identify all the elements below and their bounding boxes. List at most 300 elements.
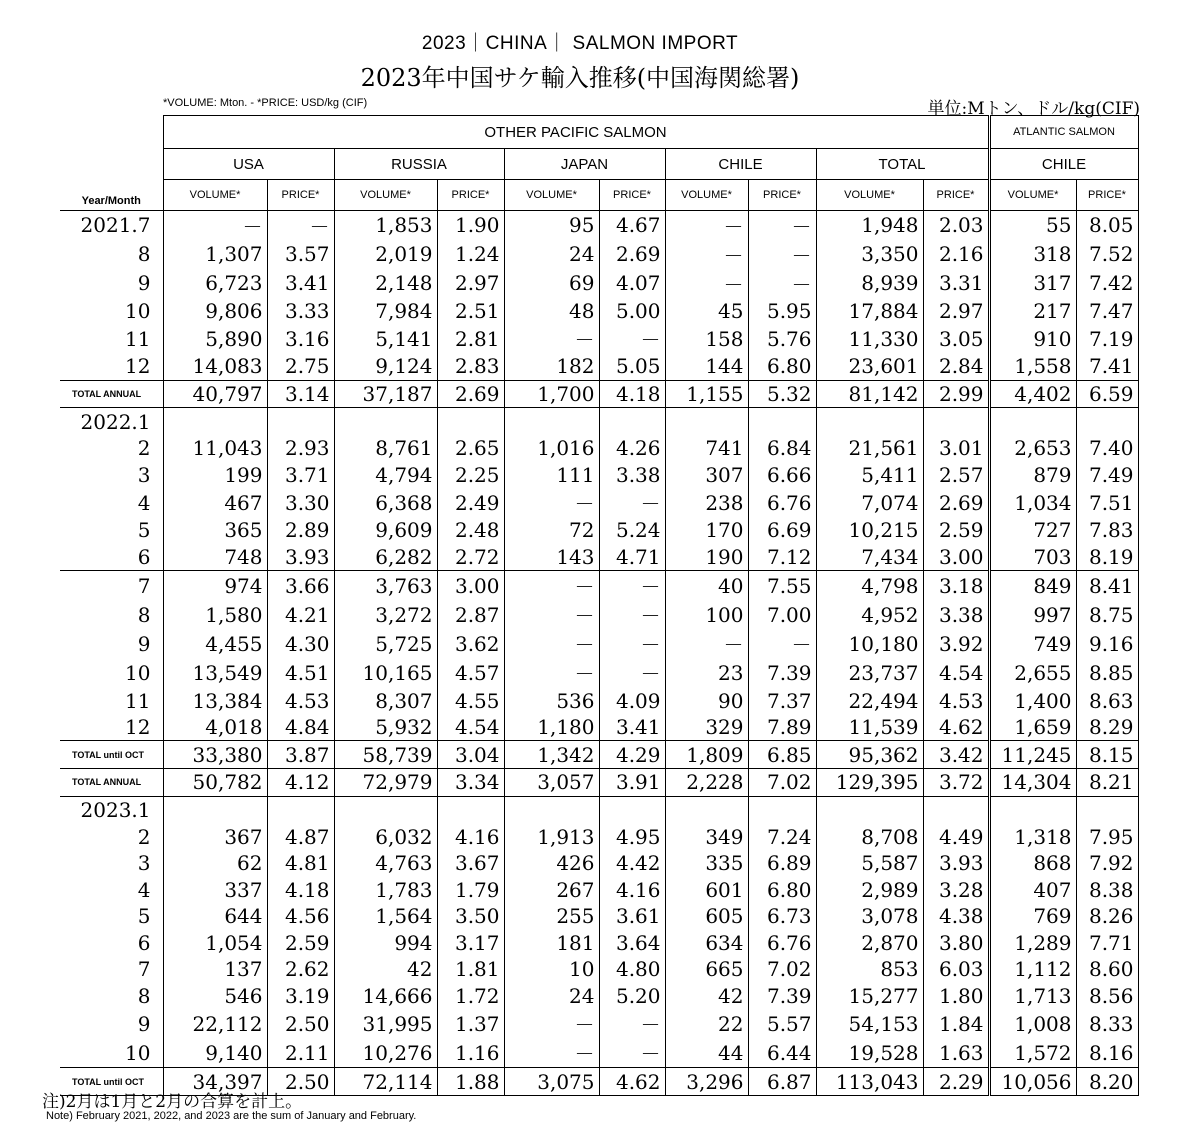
- volume-cell: 10,215: [816, 517, 923, 544]
- price-cell: 3.87: [267, 741, 334, 769]
- price-cell: [437, 408, 504, 435]
- volume-cell: 741: [665, 435, 748, 462]
- price-cell: －: [599, 1009, 665, 1038]
- price-cell: 8.20: [1076, 1068, 1138, 1096]
- year-month-cell: 3: [137, 462, 151, 487]
- price-cell: [923, 408, 989, 435]
- price-cell: 2.59: [267, 930, 334, 957]
- price-cell: 5.05: [599, 353, 665, 380]
- price-cell: 3.62: [437, 629, 504, 658]
- volume-cell: 72,979: [334, 769, 437, 797]
- price-cell: 3.66: [267, 571, 334, 601]
- total-row: [60, 380, 1138, 408]
- volume-cell: 42: [334, 956, 437, 983]
- volume-cell: 1,783: [334, 876, 437, 903]
- footnote-en: Note) February 2021, 2022, and 2023 are the sum of January and February.: [46, 1110, 417, 1122]
- price-cell: 4.42: [599, 850, 665, 877]
- header-total: TOTAL: [816, 149, 989, 180]
- year-month-cell: 11: [125, 326, 151, 351]
- volume-cell: 158: [665, 324, 748, 353]
- volume-cell: [504, 796, 599, 823]
- table-row: [60, 876, 1138, 903]
- price-cell: 2.69: [599, 240, 665, 269]
- volume-cell: 426: [504, 850, 599, 877]
- price-cell: [748, 408, 816, 435]
- volume-cell: －: [504, 1038, 599, 1068]
- volume-cell: 100: [665, 600, 748, 629]
- volume-cell: －: [163, 210, 267, 240]
- price-cell: 2.69: [923, 488, 989, 517]
- price-cell: 6.73: [748, 903, 816, 930]
- volume-cell: 367: [163, 823, 267, 850]
- volume-cell: 1,307: [163, 240, 267, 269]
- volume-cell: 3,350: [816, 240, 923, 269]
- price-cell: 4.51: [267, 658, 334, 687]
- price-cell: 8.33: [1076, 1009, 1138, 1038]
- volume-cell: 11,539: [816, 714, 923, 741]
- header-japan: JAPAN: [504, 149, 665, 180]
- year-month-cell: 2: [137, 436, 151, 461]
- volume-cell: 111: [504, 461, 599, 488]
- price-cell: －: [267, 210, 334, 240]
- price-cell: 3.72: [923, 769, 989, 797]
- header-volume: VOLUME*: [163, 180, 267, 211]
- volume-cell: 329: [665, 714, 748, 741]
- volume-cell: 13,549: [163, 658, 267, 687]
- volume-cell: 14,304: [989, 769, 1076, 797]
- volume-cell: [334, 796, 437, 823]
- volume-cell: 6,282: [334, 544, 437, 571]
- units-note: *VOLUME: Mton. - *PRICE: USD/kg (CIF): [163, 97, 368, 109]
- volume-cell: 1,034: [989, 488, 1076, 517]
- volume-cell: 217: [989, 298, 1076, 325]
- price-cell: 4.67: [599, 210, 665, 240]
- price-cell: 3.16: [267, 324, 334, 353]
- price-cell: [599, 408, 665, 435]
- volume-cell: 9,140: [163, 1038, 267, 1068]
- volume-cell: 605: [665, 903, 748, 930]
- volume-cell: 4,018: [163, 714, 267, 741]
- price-cell: 1.63: [923, 1038, 989, 1068]
- volume-cell: 317: [989, 269, 1076, 298]
- price-cell: 7.51: [1076, 488, 1138, 517]
- header-price: PRICE*: [437, 180, 504, 211]
- volume-cell: 14,666: [334, 983, 437, 1010]
- table-row: [60, 600, 1138, 629]
- volume-cell: 17,884: [816, 298, 923, 325]
- volume-cell: [334, 408, 437, 435]
- volume-cell: 45: [665, 298, 748, 325]
- volume-cell: 7,074: [816, 488, 923, 517]
- volume-cell: 634: [665, 930, 748, 957]
- price-cell: 8.29: [1076, 714, 1138, 741]
- table-row: [60, 1009, 1138, 1038]
- year-month-cell: 2022.1: [60, 408, 163, 435]
- year-month-cell: 10: [125, 1040, 151, 1065]
- volume-cell: 5,587: [816, 850, 923, 877]
- price-cell: 3.00: [437, 571, 504, 601]
- price-cell: 4.54: [923, 658, 989, 687]
- price-cell: 8.05: [1076, 210, 1138, 240]
- price-cell: 7.83: [1076, 517, 1138, 544]
- volume-cell: 3,057: [504, 769, 599, 797]
- price-cell: 2.99: [923, 380, 989, 408]
- price-cell: 2.75: [267, 353, 334, 380]
- volume-cell: 644: [163, 903, 267, 930]
- volume-cell: 994: [334, 930, 437, 957]
- volume-cell: 10: [504, 956, 599, 983]
- volume-cell: 3,075: [504, 1068, 599, 1096]
- volume-cell: [163, 796, 267, 823]
- volume-cell: 8,708: [816, 823, 923, 850]
- volume-cell: －: [504, 658, 599, 687]
- volume-cell: 181: [504, 930, 599, 957]
- price-cell: 1.37: [437, 1009, 504, 1038]
- volume-cell: 5,725: [334, 629, 437, 658]
- price-cell: 7.55: [748, 571, 816, 601]
- price-cell: 4.62: [923, 714, 989, 741]
- table-row: [60, 930, 1138, 957]
- volume-cell: 974: [163, 571, 267, 601]
- price-cell: 1.24: [437, 240, 504, 269]
- price-cell: 1.90: [437, 210, 504, 240]
- table-row: [60, 269, 1138, 298]
- price-cell: 1.16: [437, 1038, 504, 1068]
- price-cell: 3.41: [267, 269, 334, 298]
- year-month-cell: 10: [125, 298, 151, 323]
- price-cell: 3.01: [923, 435, 989, 462]
- price-cell: 3.19: [267, 983, 334, 1010]
- units-note-jp: 単位:Mトン、ドル/kg(CIF): [927, 99, 1140, 119]
- volume-cell: 1,342: [504, 741, 599, 769]
- volume-cell: 15,277: [816, 983, 923, 1010]
- header-chile: CHILE: [665, 149, 816, 180]
- volume-cell: 318: [989, 240, 1076, 269]
- volume-cell: 14,083: [163, 353, 267, 380]
- price-cell: 3.93: [923, 850, 989, 877]
- price-cell: 3.38: [923, 600, 989, 629]
- table-row: [60, 714, 1138, 741]
- volume-cell: 9,806: [163, 298, 267, 325]
- volume-cell: 703: [989, 544, 1076, 571]
- price-cell: 6.80: [748, 353, 816, 380]
- price-cell: 3.80: [923, 930, 989, 957]
- header-price: PRICE*: [923, 180, 989, 211]
- price-cell: 7.00: [748, 600, 816, 629]
- price-cell: 4.30: [267, 629, 334, 658]
- price-cell: 7.12: [748, 544, 816, 571]
- price-cell: 2.81: [437, 324, 504, 353]
- volume-cell: 24: [504, 240, 599, 269]
- price-cell: 8.63: [1076, 687, 1138, 714]
- volume-cell: －: [665, 629, 748, 658]
- price-cell: 3.92: [923, 629, 989, 658]
- price-cell: 9.16: [1076, 629, 1138, 658]
- price-cell: 7.89: [748, 714, 816, 741]
- volume-cell: 10,276: [334, 1038, 437, 1068]
- volume-cell: －: [504, 571, 599, 601]
- price-cell: 5.00: [599, 298, 665, 325]
- price-cell: 2.11: [267, 1038, 334, 1068]
- price-cell: 7.42: [1076, 269, 1138, 298]
- price-cell: 4.56: [267, 903, 334, 930]
- year-month-cell: 11: [125, 688, 151, 713]
- price-cell: －: [599, 658, 665, 687]
- volume-cell: －: [665, 269, 748, 298]
- price-cell: 3.17: [437, 930, 504, 957]
- volume-cell: 879: [989, 461, 1076, 488]
- price-cell: [437, 796, 504, 823]
- price-cell: 3.14: [267, 380, 334, 408]
- price-cell: 2.49: [437, 488, 504, 517]
- price-cell: 3.57: [267, 240, 334, 269]
- year-month-cell: 4: [137, 490, 151, 515]
- price-cell: 2.16: [923, 240, 989, 269]
- volume-cell: 727: [989, 517, 1076, 544]
- total-label: TOTAL until OCT: [60, 741, 163, 769]
- price-cell: 8.60: [1076, 956, 1138, 983]
- volume-cell: 23,601: [816, 353, 923, 380]
- volume-cell: [989, 796, 1076, 823]
- price-cell: 3.31: [923, 269, 989, 298]
- price-cell: 6.84: [748, 435, 816, 462]
- volume-cell: 4,952: [816, 600, 923, 629]
- volume-cell: 6,032: [334, 823, 437, 850]
- volume-cell: 1,853: [334, 210, 437, 240]
- volume-cell: 5,890: [163, 324, 267, 353]
- table-row: [60, 408, 1138, 435]
- price-cell: 1.84: [923, 1009, 989, 1038]
- volume-cell: [665, 408, 748, 435]
- volume-cell: 1,659: [989, 714, 1076, 741]
- volume-cell: 8,307: [334, 687, 437, 714]
- volume-cell: 22,494: [816, 687, 923, 714]
- price-cell: 5.20: [599, 983, 665, 1010]
- price-cell: 2.50: [267, 1068, 334, 1096]
- volume-cell: 255: [504, 903, 599, 930]
- price-cell: 2.51: [437, 298, 504, 325]
- table-row: [60, 298, 1138, 325]
- volume-cell: 2,655: [989, 658, 1076, 687]
- volume-cell: －: [504, 1009, 599, 1038]
- volume-cell: 5,141: [334, 324, 437, 353]
- price-cell: 2.97: [923, 298, 989, 325]
- price-cell: 4.07: [599, 269, 665, 298]
- volume-cell: 4,402: [989, 380, 1076, 408]
- total-row: [60, 741, 1138, 769]
- volume-cell: 8,761: [334, 435, 437, 462]
- volume-cell: 2,870: [816, 930, 923, 957]
- volume-cell: 335: [665, 850, 748, 877]
- year-month-cell: 2: [137, 824, 151, 849]
- price-cell: 3.04: [437, 741, 504, 769]
- volume-cell: 9,124: [334, 353, 437, 380]
- year-month-cell: 9: [137, 631, 151, 656]
- price-cell: 3.38: [599, 461, 665, 488]
- price-cell: 3.18: [923, 571, 989, 601]
- price-cell: 6.76: [748, 930, 816, 957]
- price-cell: 3.41: [599, 714, 665, 741]
- year-month-cell: 5: [137, 904, 151, 929]
- volume-cell: －: [504, 324, 599, 353]
- volume-cell: 2,019: [334, 240, 437, 269]
- volume-cell: [816, 408, 923, 435]
- table-row: [60, 1038, 1138, 1068]
- price-cell: 7.37: [748, 687, 816, 714]
- price-cell: 4.54: [437, 714, 504, 741]
- header-year-month: Year/Month: [60, 180, 163, 211]
- volume-cell: 2,228: [665, 769, 748, 797]
- price-cell: 4.81: [267, 850, 334, 877]
- volume-cell: 37,187: [334, 380, 437, 408]
- price-cell: －: [599, 488, 665, 517]
- volume-cell: 199: [163, 461, 267, 488]
- price-cell: 7.49: [1076, 461, 1138, 488]
- price-cell: 4.84: [267, 714, 334, 741]
- price-cell: 1.72: [437, 983, 504, 1010]
- price-cell: －: [748, 240, 816, 269]
- header-price: PRICE*: [599, 180, 665, 211]
- volume-cell: 1,318: [989, 823, 1076, 850]
- price-cell: [923, 796, 989, 823]
- year-month-cell: 2021.7: [80, 213, 151, 237]
- page-title-jp: 2023年中国サケ輸入推移(中国海関総署): [360, 64, 800, 92]
- volume-cell: －: [665, 240, 748, 269]
- volume-cell: 69: [504, 269, 599, 298]
- volume-cell: 1,112: [989, 956, 1076, 983]
- header-price: PRICE*: [748, 180, 816, 211]
- price-cell: 8.26: [1076, 903, 1138, 930]
- table-row: [60, 210, 1138, 240]
- volume-cell: 601: [665, 876, 748, 903]
- volume-cell: 22,112: [163, 1009, 267, 1038]
- volume-cell: 13,384: [163, 687, 267, 714]
- year-month-cell: 10: [125, 660, 151, 685]
- price-cell: [1076, 796, 1138, 823]
- header-pacific: OTHER PACIFIC SALMON: [163, 116, 989, 149]
- volume-cell: 3,296: [665, 1068, 748, 1096]
- volume-cell: 267: [504, 876, 599, 903]
- price-cell: 1.88: [437, 1068, 504, 1096]
- price-cell: 2.84: [923, 353, 989, 380]
- total-row: [60, 769, 1138, 797]
- table-row: [60, 353, 1138, 380]
- volume-cell: 34,397: [163, 1068, 267, 1096]
- price-cell: 2.72: [437, 544, 504, 571]
- volume-cell: －: [504, 600, 599, 629]
- volume-cell: 1,180: [504, 714, 599, 741]
- price-cell: 4.38: [923, 903, 989, 930]
- volume-cell: 95: [504, 210, 599, 240]
- price-cell: 4.09: [599, 687, 665, 714]
- volume-cell: 1,558: [989, 353, 1076, 380]
- price-cell: －: [599, 629, 665, 658]
- volume-cell: 113,043: [816, 1068, 923, 1096]
- volume-cell: 190: [665, 544, 748, 571]
- price-cell: 3.28: [923, 876, 989, 903]
- table-row: [60, 544, 1138, 571]
- volume-cell: －: [504, 629, 599, 658]
- price-cell: 4.57: [437, 658, 504, 687]
- year-month-cell: 9: [137, 1011, 151, 1036]
- price-cell: 8.15: [1076, 741, 1138, 769]
- volume-cell: 40: [665, 571, 748, 601]
- price-cell: 6.66: [748, 461, 816, 488]
- price-cell: [267, 796, 334, 823]
- year-month-cell: 7: [60, 571, 163, 601]
- price-cell: 2.59: [923, 517, 989, 544]
- volume-cell: 546: [163, 983, 267, 1010]
- volume-cell: 170: [665, 517, 748, 544]
- volume-cell: 58,739: [334, 741, 437, 769]
- footnote-jp: 注)2月は1月と2月の合算を計上。: [42, 1092, 303, 1112]
- volume-cell: 2,148: [334, 269, 437, 298]
- price-cell: 6.59: [1076, 380, 1138, 408]
- volume-cell: 1,580: [163, 600, 267, 629]
- header-price: PRICE*: [1076, 180, 1138, 211]
- volume-cell: 48: [504, 298, 599, 325]
- volume-cell: 1,948: [816, 210, 923, 240]
- price-cell: 1.80: [923, 983, 989, 1010]
- price-cell: －: [599, 324, 665, 353]
- header-russia: RUSSIA: [334, 149, 504, 180]
- price-cell: 3.64: [599, 930, 665, 957]
- price-cell: 3.71: [267, 461, 334, 488]
- volume-cell: 910: [989, 324, 1076, 353]
- price-cell: 3.30: [267, 488, 334, 517]
- price-cell: 4.16: [437, 823, 504, 850]
- volume-cell: 769: [989, 903, 1076, 930]
- volume-cell: 3,078: [816, 903, 923, 930]
- price-cell: [1076, 408, 1138, 435]
- price-cell: 4.12: [267, 769, 334, 797]
- year-month-cell: 5: [137, 518, 151, 543]
- price-cell: 8.38: [1076, 876, 1138, 903]
- volume-cell: 11,043: [163, 435, 267, 462]
- volume-cell: 10,165: [334, 658, 437, 687]
- year-month-cell: 12: [125, 715, 151, 740]
- volume-cell: 54,153: [816, 1009, 923, 1038]
- header-volume: VOLUME*: [989, 180, 1076, 211]
- year-month-cell: 12: [125, 354, 151, 379]
- volume-cell: 23,737: [816, 658, 923, 687]
- volume-cell: 40,797: [163, 380, 267, 408]
- volume-cell: 665: [665, 956, 748, 983]
- volume-cell: 23: [665, 658, 748, 687]
- volume-cell: 90: [665, 687, 748, 714]
- volume-cell: 9,609: [334, 517, 437, 544]
- volume-cell: 6,723: [163, 269, 267, 298]
- price-cell: 4.95: [599, 823, 665, 850]
- volume-cell: 4,794: [334, 461, 437, 488]
- volume-cell: [163, 408, 267, 435]
- price-cell: 6.03: [923, 956, 989, 983]
- price-cell: 4.49: [923, 823, 989, 850]
- volume-cell: 3,763: [334, 571, 437, 601]
- volume-cell: 55: [989, 210, 1076, 240]
- price-cell: 7.39: [748, 658, 816, 687]
- volume-cell: 1,572: [989, 1038, 1076, 1068]
- table-row: [60, 956, 1138, 983]
- price-cell: 6.89: [748, 850, 816, 877]
- price-cell: 3.67: [437, 850, 504, 877]
- table-row: [60, 435, 1138, 462]
- price-cell: 4.55: [437, 687, 504, 714]
- volume-cell: 1,713: [989, 983, 1076, 1010]
- volume-cell: 33,380: [163, 741, 267, 769]
- volume-cell: 849: [989, 571, 1076, 601]
- volume-cell: 50,782: [163, 769, 267, 797]
